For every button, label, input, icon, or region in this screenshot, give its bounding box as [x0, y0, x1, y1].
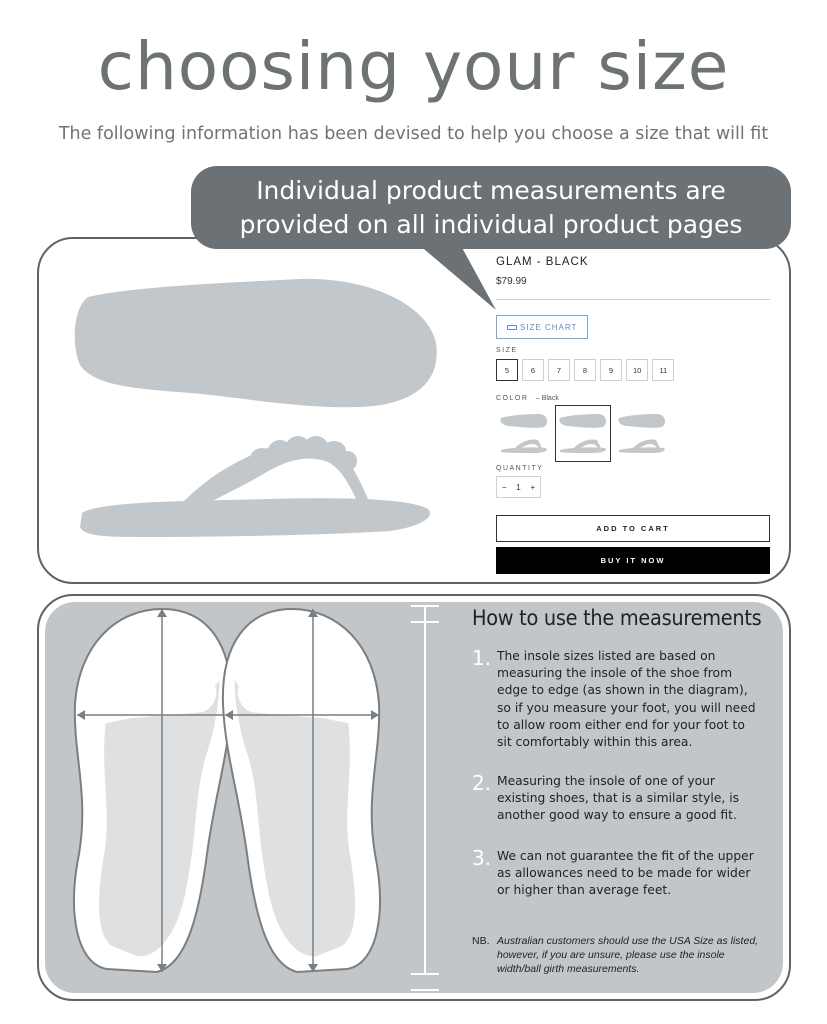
step-2: [472, 773, 762, 825]
color-swatches: [496, 405, 770, 462]
color-label-row: [496, 395, 770, 402]
product-price: $79.99: [496, 276, 527, 287]
nb-text: Australian customers should use the USA Size as listed, however, if you are unsure, please use the insole width/ball girth measurements.: [497, 935, 759, 975]
sandal-thumbnail: [616, 412, 668, 456]
color-swatch-1[interactable]: [496, 405, 552, 462]
callout-bubble: [191, 166, 791, 249]
step-text: Measuring the insole of one of your existing shoes, that is a similar style, is another good way to ensure a good fit.: [497, 774, 740, 823]
size-option-5[interactable]: 5: [496, 359, 518, 381]
callout-line-1: Individual product measurements are: [256, 176, 726, 205]
step-number: 2.: [472, 771, 492, 795]
step-number: 1.: [472, 646, 492, 670]
quantity-minus-button[interactable]: −: [501, 482, 507, 492]
size-label: SIZE: [496, 347, 518, 354]
callout-line-2: provided on all individual product pages: [239, 210, 743, 239]
right-insole: [223, 609, 380, 972]
left-insole: [74, 609, 231, 972]
step-text: We can not guarantee the fit of the upper as allowances need to be made for wider or higher than average feet.: [497, 849, 754, 898]
quantity-value[interactable]: 1: [516, 482, 521, 492]
sandal-side-view: [80, 498, 430, 537]
step-number: 3.: [472, 846, 492, 870]
page-title: choosing your size: [97, 28, 730, 105]
sandal-thumbnail: [498, 412, 550, 456]
quantity-label: QUANTITY: [496, 465, 544, 472]
step-1: [472, 648, 762, 751]
step-text: The insole sizes listed are based on measuring the insole of the shoe from edge to edge (as shown in the diagram), so if you measure your foot, you will need to allow room either end for your foot to sit comfortably within this area.: [497, 649, 756, 750]
quantity-plus-button[interactable]: +: [530, 482, 536, 492]
product-name: GLAM - BLACK: [496, 256, 589, 268]
product-page-mock: [496, 252, 770, 574]
add-to-cart-button[interactable]: ADD TO CART: [496, 515, 770, 542]
sole-top-view: [75, 279, 437, 407]
size-option-11[interactable]: 11: [652, 359, 674, 381]
ruler-icon: [507, 325, 517, 330]
color-swatch-3[interactable]: [614, 405, 670, 462]
quantity-stepper: [496, 476, 541, 498]
color-swatch-2[interactable]: [555, 405, 611, 462]
size-option-7[interactable]: 7: [548, 359, 570, 381]
color-value: – Black: [535, 395, 559, 402]
step-3: [472, 848, 762, 900]
size-option-9[interactable]: 9: [600, 359, 622, 381]
page-subtitle: The following information has been devised to help you choose a size that will fit: [58, 124, 769, 144]
divider: [496, 299, 770, 300]
size-options: [496, 359, 770, 381]
howto-title: How to use the measurements: [472, 606, 762, 630]
nb-note: [472, 934, 762, 976]
buy-it-now-button[interactable]: BUY IT NOW: [496, 547, 770, 574]
size-option-8[interactable]: 8: [574, 359, 596, 381]
color-label: COLOR: [496, 395, 529, 402]
size-option-10[interactable]: 10: [626, 359, 648, 381]
size-option-6[interactable]: 6: [522, 359, 544, 381]
sandal-illustration: [70, 275, 440, 545]
sandal-thumbnail: [557, 412, 609, 456]
size-chart-button[interactable]: [496, 315, 588, 339]
nb-label: NB.: [472, 935, 490, 947]
length-scale-bar: [411, 606, 439, 990]
insole-diagram: [37, 594, 457, 1001]
size-chart-label: SIZE CHART: [520, 322, 578, 332]
